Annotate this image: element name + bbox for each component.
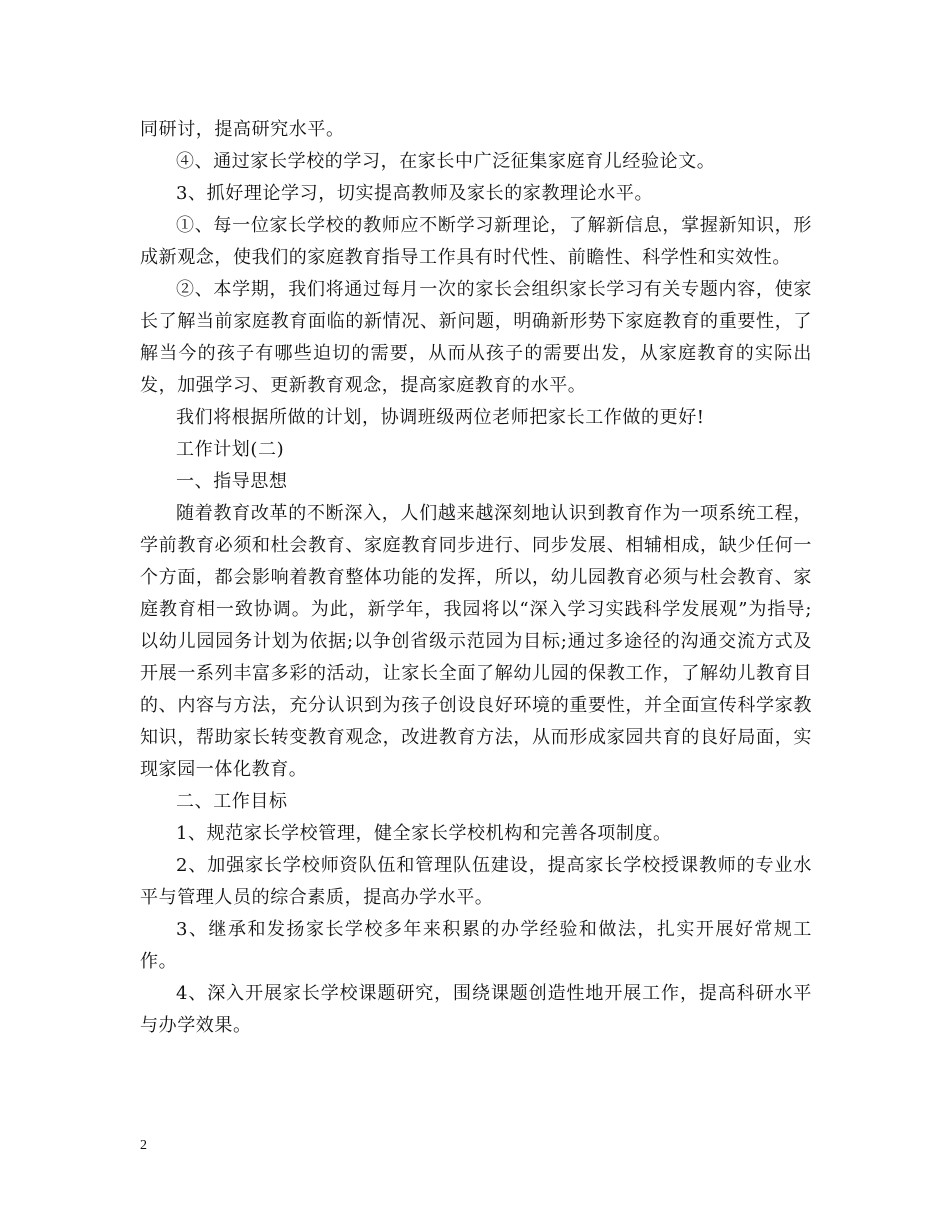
paragraph-guiding-ideology: 随着教育改革的不断深入，人们越来越深刻地认识到教育作为一项系统工程，学前教育必须和杜会教育、家庭教育同步进行、同步发展、相辅相成，缺少任何一个方面，都会影响着教育整体功能的发挥，所以，幼儿园教育必须与杜会教育、家庭教育相一致协调。为此，新学年，我园将以“深入学习实践科学发展观”为指导;以幼儿园园务计划为依据;以争创省级示范园为目标;通过多途径的沟通交流方式及开展一系列丰富多彩的活动，让家长全面了解幼儿园的保教工作，了解幼儿教育目的、内容与方法，充分认识到为孩子创设良好环境的重要性，并全面宣传科学家教知识，帮助家长转变教育观念，改进教育方法，从而形成家园共育的良好局面，实现家园一体化教育。 [140,503,812,780]
paragraph-4: ①、每一位家长学校的教师应不断学习新理论，了解新信息，掌握新知识，形成新观念，使我们的家庭教育指导工作具有时代性、前瞻性、科学性和实效性。 [140,215,812,268]
paragraph-2: ④、通过家长学校的学习，在家长中广泛征集家庭育儿经验论文。 [176,151,716,172]
page-number: 2 [140,1138,147,1153]
goal-item-3: 3、继承和发扬家长学校多年来积累的办学经验和做法，扎实开展好常规工作。 [140,919,812,972]
paragraph-3: 3、抓好理论学习，切实提高教师及家长的家教理论水平。 [176,183,654,204]
paragraph-6: 我们将根据所做的计划，协调班级两位老师把家长工作做的更好! [176,407,705,428]
heading-work-goals: 二、工作目标 [176,791,288,812]
paragraph-1: 同研讨，提高研究水平。 [140,119,345,140]
section-title-work-plan-2: 工作计划(二) [176,439,285,460]
goal-item-4: 4、深入开展家长学校课题研究，围绕课题创造性地开展工作，提高科研水平与办学效果。 [140,983,812,1036]
goal-item-2: 2、加强家长学校师资队伍和管理队伍建设，提高家长学校授课教师的专业水平与管理人员的综合素质，提高办学水平。 [140,855,812,908]
paragraph-5: ②、本学期，我们将通过每月一次的家长会组织家长学习有关专题内容，使家长了解当前家庭教育面临的新情况、新问题，明确新形势下家庭教育的重要性，了解当今的孩子有哪些迫切的需要，从而从孩子的需要出发，从家庭教育的实际出发，加强学习、更新教育观念，提高家庭教育的水平。 [140,279,812,396]
heading-guiding-ideology: 一、指导思想 [176,471,288,492]
goal-item-1: 1、规范家长学校管理，健全家长学校机构和完善各项制度。 [176,823,672,844]
document-body [140,114,812,1042]
